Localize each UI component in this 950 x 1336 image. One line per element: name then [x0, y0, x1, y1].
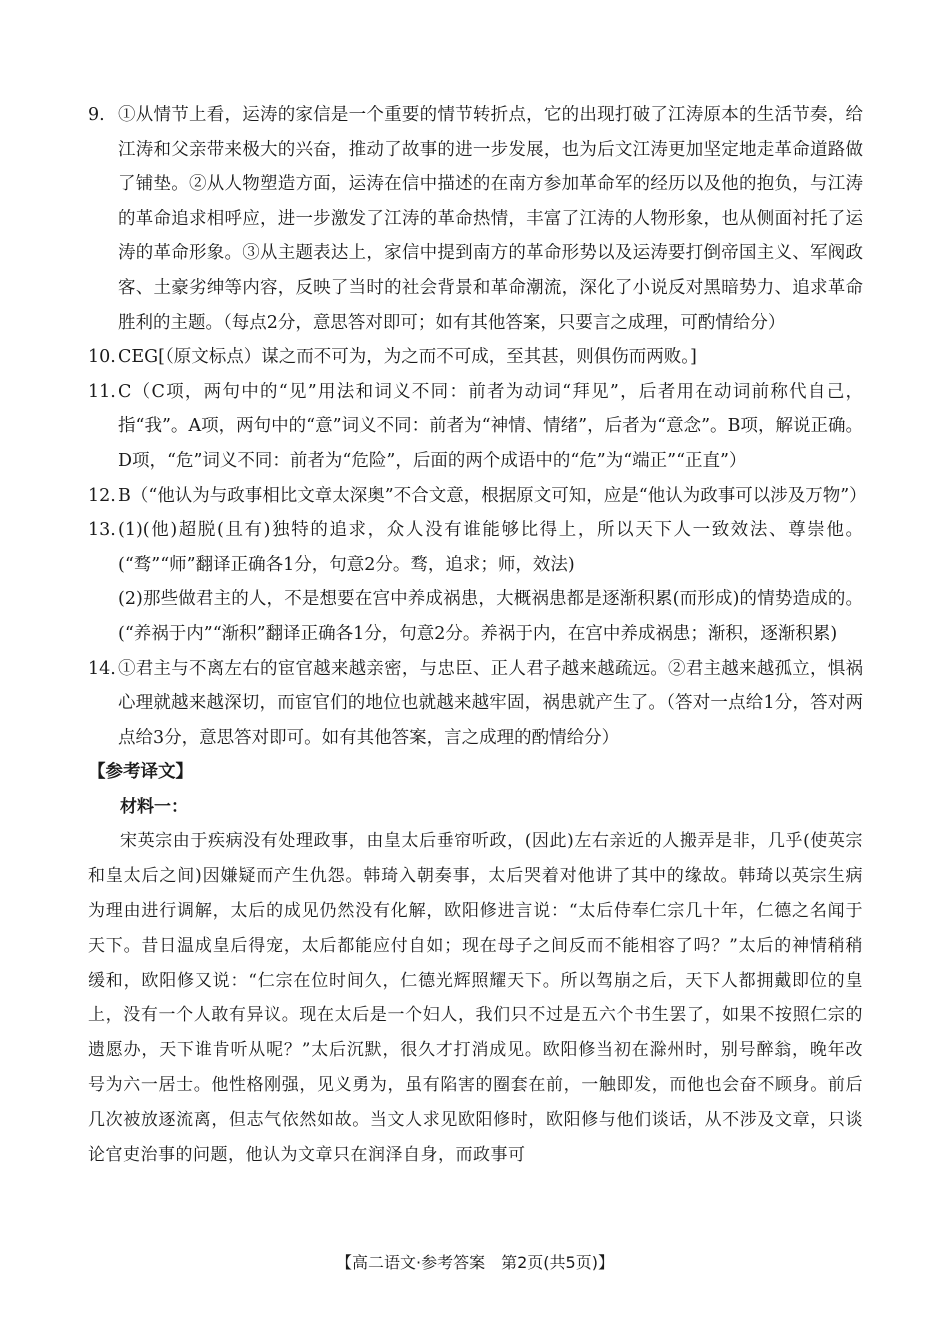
answer-text: CEG[（原文标点）谋之而不可为，为之而不可成，至其甚，则俱伤而两败。] [118, 347, 697, 368]
answer-text: ①君主与不离左右的宦官越来越亲密，与忠臣、正人君子越来越疏远。②君主越来越孤立，惧祸心理就越来越深切，而宦官们的地位也就越来越牢固，祸患就产生了。（答对一点给1分，答对两点给3分，意思答对即可。如有其他答案，言之成理的酌情给分） [118, 658, 863, 748]
answer-13 [88, 513, 863, 582]
answer-number: 9. [88, 105, 105, 125]
answer-text: (1)(他)超脱(且有)独特的追求，众人没有谁能够比得上，所以天下人一致效法、尊崇他。(“骛”“师”翻译正确各1分，句意2分。骛，追求；师，效法) [118, 520, 863, 575]
translation-heading: 【参考译文】 [88, 762, 193, 783]
answer-13-part-2: (2)那些做君主的人，不是想要在宫中养成祸患，大概祸患都是逐渐积累(而形成)的情势造成的。(“养祸于内”“渐积”翻译正确各1分，句意2分。养祸于内，在宫中养成祸患；渐积，逐渐积累) [118, 589, 863, 644]
answer-text: ①从情节上看，运涛的家信是一个重要的情节转折点，它的出现打破了江涛原本的生活节奏，给江涛和父亲带来极大的兴奋，推动了故事的进一步发展，也为后文江涛更加坚定地走革命道路做了铺垫。②从人物塑造方面，运涛在信中描述的在南方参加革命军的经历以及他的抱负，与江涛的革命追求相呼应，进一步激发了江涛的革命热情，丰富了江涛的人物形象，也从侧面衬托了运涛的革命形象。③从主题表达上，家信中提到南方的革命形势以及运涛要打倒帝国主义、军阀政客、土豪劣绅等内容，反映了当时的社会背景和革命潮流，深化了小说反对黑暗势力、追求革命胜利的主题。（每点2分，意思答对即可；如有其他答案，只要言之成理，可酌情给分） [118, 105, 863, 333]
answer-number: 14. [88, 658, 116, 679]
material-1-heading: 材料一： [120, 796, 188, 817]
answer-number: 11. [88, 381, 116, 402]
answer-number: 13. [88, 520, 116, 541]
answer-11 [88, 375, 863, 479]
content [88, 98, 867, 1172]
page-footer: 【高二语文·参考答案 第2页(共5页)】 [336, 1253, 614, 1272]
answer-number: 10. [88, 347, 116, 368]
answer-number: 12. [88, 485, 116, 506]
answer-text: B（“他认为与政事相比文章太深奥”不合文意，根据原文可知，应是“他认为政事可以涉及万物”） [118, 485, 867, 506]
answer-text: C（C项，两句中的“见”用法和词义不同：前者为动词“拜见”，后者用在动词前称代自己，指“我”。A项，两句中的“意”词义不同：前者为“神情、情绪”，后者为“意念”。B项，解说正确。D项，“危”词义不同：前者为“危险”，后面的两个成语中的“危”为“端正”“正直”） [118, 381, 863, 471]
answer-9 [88, 98, 863, 340]
answer-12 [88, 479, 867, 514]
answer-14 [88, 652, 863, 756]
translation-paragraph: 宋英宗由于疾病没有处理政事，由皇太后垂帘听政，(因此)左右亲近的人搬弄是非，几乎(使英宗和皇太后之间)因嫌疑而产生仇怨。韩琦入朝奏事，太后哭着对他讲了其中的缘故。韩琦以英宗生病为理由进行调解，太后的成见仍然没有化解，欧阳修进言说：“太后侍奉仁宗几十年，仁德之名闻于天下。昔日温成皇后得宠，太后都能应付自如；现在母子之间反而不能相容了吗？”太后的神情稍稍缓和，欧阳修又说：“仁宗在位时间久，仁德光辉照耀天下。所以驾崩之后，天下人都拥戴即位的皇上，没有一个人敢有异议。现在太后是一个妇人，我们只不过是五六个书生罢了，如果不按照仁宗的遗愿办，天下谁肯听从呢？”太后沉默，很久才打消成见。欧阳修当初在滁州时，别号醉翁，晚年改号为六一居士。他性格刚强，见义勇为，虽有陷害的圈套在前，一触即发，而他也会奋不顾身。前后几次被放逐流离，但志气依然如故。当文人求见欧阳修时，欧阳修与他们谈话，从不涉及文章，只谈论官吏治事的问题，他认为文章只在润泽自身，而政事可 [88, 831, 863, 1165]
answer-10 [88, 340, 863, 375]
